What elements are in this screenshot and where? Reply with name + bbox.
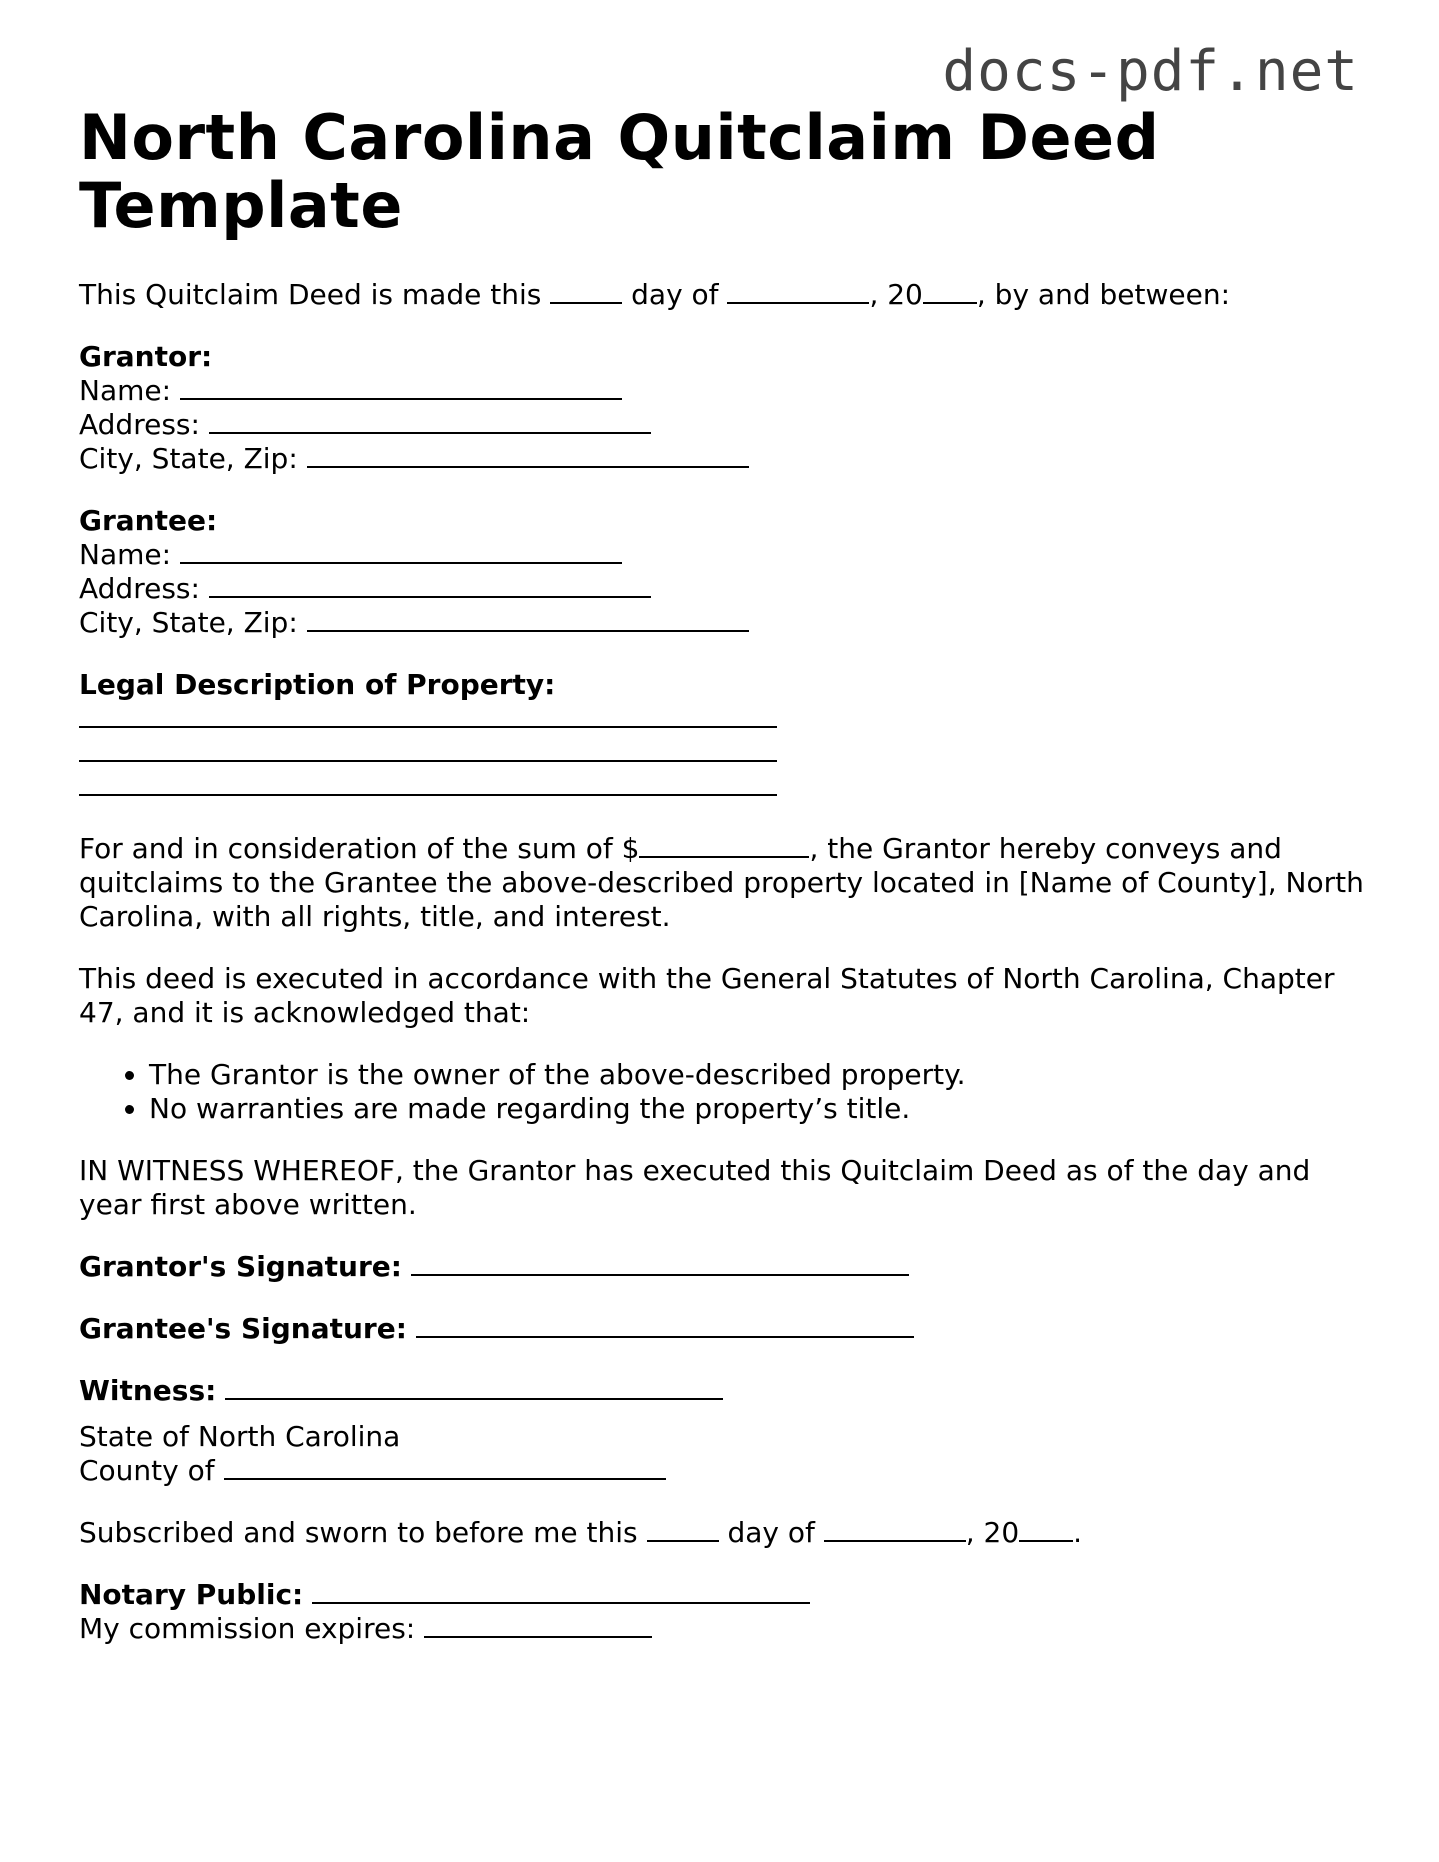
legal-description-section	[79, 668, 1369, 804]
grantor-name-field[interactable]	[180, 374, 622, 400]
notary-row	[79, 1578, 1369, 1612]
state-line: State of North Carolina	[79, 1420, 401, 1453]
sworn-day-blank[interactable]	[647, 1516, 719, 1542]
witness-signature-field[interactable]	[225, 1374, 723, 1400]
sworn-month-blank[interactable]	[824, 1516, 966, 1542]
year-blank[interactable]	[923, 278, 977, 304]
legal-line-field[interactable]	[79, 702, 777, 728]
grantor-city-field[interactable]	[307, 442, 749, 468]
sworn-year-blank[interactable]	[1019, 1516, 1073, 1542]
grantee-signature-label: Grantee's Signature:	[79, 1312, 407, 1345]
amount-field[interactable]	[639, 832, 809, 858]
month-blank[interactable]	[727, 278, 869, 304]
grantee-city-field[interactable]	[307, 606, 749, 632]
witness-label: Witness:	[79, 1374, 217, 1407]
grantor-signature-label: Grantor's Signature:	[79, 1250, 402, 1283]
legal-line-row	[79, 702, 1369, 736]
intro-text-c: , 20	[869, 278, 923, 311]
title-line-1: North Carolina Quitclaim Deed	[79, 101, 1160, 174]
grantee-heading: Grantee:	[79, 504, 218, 537]
watermark: docs-pdf.net	[942, 39, 1359, 104]
grantee-name-row	[79, 538, 1369, 572]
list-item: • The Grantor is the owner of the above-described property.	[149, 1058, 1369, 1092]
witness-clause: IN WITNESS WHEREOF, the Grantor has executed this Quitclaim Deed as of the day and year first above written.	[79, 1154, 1311, 1221]
grantor-heading: Grantor:	[79, 340, 213, 373]
grantor-address-label: Address:	[79, 408, 200, 441]
grantee-address-label: Address:	[79, 572, 200, 605]
notary-block	[79, 1420, 1369, 1488]
grantee-city-label: City, State, Zip:	[79, 606, 298, 639]
legal-line-field[interactable]	[79, 736, 777, 762]
sworn-text-a: Subscribed and sworn to before me this	[79, 1516, 638, 1549]
grantee-signature-row	[79, 1312, 1369, 1346]
county-field[interactable]	[224, 1454, 666, 1480]
notary-signature-field[interactable]	[312, 1578, 810, 1604]
grantor-signature-field[interactable]	[411, 1250, 909, 1276]
consideration-paragraph	[79, 832, 1369, 934]
grantor-address-field[interactable]	[209, 408, 651, 434]
notary-label: Notary Public:	[79, 1578, 304, 1611]
commission-expiry-field[interactable]	[424, 1612, 652, 1638]
legal-line-field[interactable]	[79, 770, 777, 796]
grantor-signature-row	[79, 1250, 1369, 1284]
day-blank[interactable]	[550, 278, 622, 304]
sworn-text-b: day of	[727, 1516, 815, 1549]
grantor-city-label: City, State, Zip:	[79, 442, 298, 475]
grantor-name-row	[79, 374, 1369, 408]
document-body	[79, 101, 1369, 1646]
legal-line-row	[79, 736, 1369, 770]
grantor-section	[79, 340, 1369, 476]
sworn-text-d: .	[1073, 1516, 1083, 1549]
grantee-section	[79, 504, 1369, 640]
grantee-address-row	[79, 572, 1369, 606]
intro-text-d: , by and between:	[976, 278, 1231, 311]
legal-line-row	[79, 770, 1369, 804]
grantee-name-label: Name:	[79, 538, 172, 571]
grantee-signature-field[interactable]	[416, 1312, 914, 1338]
statute-paragraph: This deed is executed in accordance with the General Statutes of North Carolina, Chapter 47, and it is acknowledged that:	[79, 962, 1335, 1029]
legal-description-heading: Legal Description of Property:	[79, 668, 556, 701]
county-label: County of	[79, 1454, 215, 1487]
list-item: • No warranties are made regarding the property’s title.	[149, 1092, 1369, 1126]
grantee-address-field[interactable]	[209, 572, 651, 598]
title-line-2: Template	[79, 169, 403, 242]
grantor-city-row	[79, 442, 1369, 476]
notary-section	[79, 1578, 1369, 1646]
county-row	[79, 1454, 1369, 1488]
intro-paragraph	[79, 278, 1369, 312]
witness-signature-row	[79, 1374, 1369, 1408]
consideration-text-b: , the Grantor hereby conveys and quitclaims to the Grantee the above-described property located in [Name of County], North Carolina, with all rights, title, and interest.	[79, 832, 1364, 933]
commission-label: My commission expires:	[79, 1612, 416, 1645]
grantee-name-field[interactable]	[180, 538, 622, 564]
page-title	[79, 101, 1369, 242]
grantor-address-row	[79, 408, 1369, 442]
grantee-city-row	[79, 606, 1369, 640]
commission-row	[79, 1612, 1369, 1646]
consideration-text-a: For and in consideration of the sum of $	[79, 832, 640, 865]
intro-text-b: day of	[631, 278, 719, 311]
grantor-name-label: Name:	[79, 374, 172, 407]
acknowledgment-list	[79, 1058, 1369, 1126]
sworn-text-c: , 20	[965, 1516, 1020, 1549]
intro-text-a: This Quitclaim Deed is made this	[79, 278, 542, 311]
sworn-paragraph	[79, 1516, 1369, 1550]
